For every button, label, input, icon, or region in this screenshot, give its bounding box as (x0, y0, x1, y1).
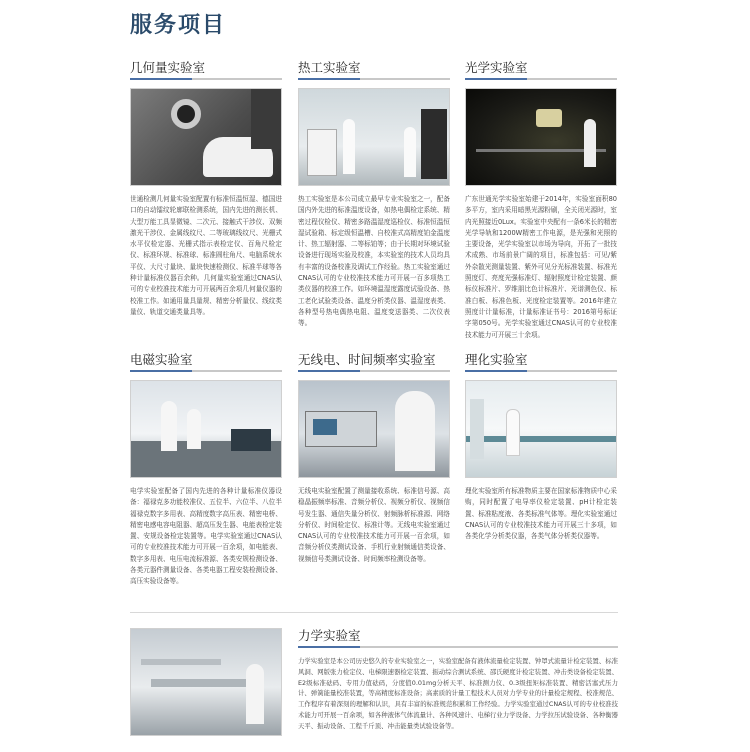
lab-photo-optics-icon (465, 88, 617, 186)
lab-card-electromagnetic (130, 352, 282, 646)
lab-title: 理化实验室 (465, 352, 528, 367)
lab-title: 几何量实验室 (130, 60, 206, 75)
title-underline (298, 78, 450, 80)
lab-photo-geometry-icon (130, 88, 282, 186)
lab-description: 电学实验室配备了国内先进的各种计量标准仪器设备：福禄克多功能校准仪、五位半、六位半、八位半福禄克数字多用表、高精度数字高压表、精密电桥、精密电感电容电阻器、超高压发生器、电能表检定装置、安规设备检定装置等。电学实验室通过CNAS认可的专业校准技术能力可开展一百余项，如电能表、数字多用表、电压电流标准源、各类安规检测设备、各类元器件测量设备、各类电器工程安装检测设备、高压实验设备等。 (130, 487, 282, 586)
lab-photo-thermal-icon (298, 88, 450, 186)
lab-photo-radio-icon (298, 380, 450, 478)
title-underline (130, 370, 282, 372)
lab-title: 电磁实验室 (130, 352, 193, 367)
lab-description: 无线电实验室配置了测量接收系统、标准信号源、高稳晶振频率标准、音频分析仪、视频分析仪、视频信号发生器、通信失量分析仪、射频脉析标准源、网络分析仪、时间检定仪、标准计等。无线电实验室通过CNAS认可的专业校准技术能力可开展一百余项，如音频分析仪类测试设备、手机行业射频通信类设备、视频信号类测试设备、时间频率检测设备等。 (298, 487, 450, 563)
lab-card-optics (465, 60, 617, 374)
lab-card-radio (298, 352, 450, 646)
title-underline (465, 370, 617, 372)
lab-photo-mechanics-icon (130, 628, 282, 736)
lab-card-mechanics (298, 628, 618, 752)
title-underline (298, 370, 450, 372)
lab-card-chemistry (465, 352, 617, 646)
title-underline (130, 78, 282, 80)
lab-title: 光学实验室 (465, 60, 528, 75)
lab-card-geometry (130, 60, 282, 374)
lab-description: 广东世通光学实验室始建于2014年，实验室面积80多平方，室内采用暗黑光源粉刷，全关闭光源时，室内光照接近0Lux。实验室中央配有一条6米长的精密光学导轨和1200W精密工作电源，是光强和光照的主要设备，光学实验室以市场为导向，开拓了一批技术成熟、市场前景广阔的项目，标准包括：可见/紫外杂散光测量装置、紫外可见分光标准装置、标准光照度灯、亮度光强标准灯、辐射照度计检定装置、颜标仪标准片、罗维朋比色计标准片、光谱测色仪、标准白板、标准色板、光度检定装置等。2016年建立照度计计量标准，计量标准证书号：2016第号标证字第050号。光学实验室通过CNAS认可的专业校准技术能力可开展三十余项。 (465, 195, 617, 339)
lab-description: 理化实验室所有标准物质主要在国家标准物质中心采购，同时配置了电导率仪检定装置、pH计检定装置、标准粘度液、各类标准气体等。理化实验室通过CNAS认可的专业校准技术能力可开展三十多项，如各类化学分析类仪器，各类气体分析类仪器等。 (465, 487, 617, 541)
section-divider (130, 612, 618, 613)
page-title: 服务项目 (130, 13, 227, 38)
lab-card-thermal (298, 60, 450, 374)
lab-photo-chemistry-icon (465, 380, 617, 478)
title-underline (298, 646, 618, 648)
lab-title: 热工实验室 (298, 60, 361, 75)
lab-title: 力学实验室 (298, 628, 361, 643)
lab-description: 热工实验室是本公司成立最早专业实验室之一，配备国内外先进的标准温度设备，如热电偶检定系统、精密过程仪检仪、精密多路温湿度巡检仪、标准恒温恒湿试验箱、标定级恒温槽、自校准式高精度铂金温度计、热工辐射器、二等标铂等；由于长期对环境试验设备进行现场实验及校准，本实验室的技术人员均具有丰富的设备校准及调试工作经验。热工实验室通过CNAS认可的专业校准技术能力可开展一百多项热工类仪器的校准工作。如环境温湿度露度试验设备、热工老化试验类设备、温度分析类仪器、温湿度表类、各种型号热电偶热电阻、温度变送器类、二次仪表等。 (298, 195, 450, 328)
lab-description: 力学实验室是本公司历史悠久的专业实验室之一，实验室配备有液体流量检定装置、钟罩式流量计检定装置、标准风洞、网版张力检定仪、电梯限速器检定装置、振动综合测试系统、邵氏硬度计检定装置、冲击类设备检定装置、E2级标准砝码、专用力值砝码，分度值0.01mg分析天平、标准测力仪、0.3级扭矩标准装置、精密活塞式压力计、弹簧能量校准装置，等高精度标准设备；高素质的计量工程技术人员对力学专业的计量检定规程、校准规范、工作程序有着深刻的理解和认识，具有丰富的标准规范积累和工作经验。力学实验室通过CNAS认可的专业校准技术能力可开展一百余项，如各种液体气体流量计、各种风速计、电梯行业力学设备、力学拉压试验设备、各种衡器天平、振动设备、工程千斤顶、冲击能量类试验设备等。 (298, 657, 618, 730)
title-underline (465, 78, 617, 80)
lab-title: 无线电、时间频率实验室 (298, 352, 436, 367)
lab-description: 世通检测几何量实验室配置有标准恒温恒湿、德国进口的自动镭纹轮廓联检测系统，国内先进的测长机、大型万能工具显微镜、二次元、接触式干涉仪、双频激光干涉仪、金属线纹尺、二等玻璃线纹尺、光栅式水平仪检定器、光栅式指示表检定仪、百角尺检定仪、标准环规、标准球、标准圆柱角尺、电脑系统水平仪、大尺寸量块、量块快速检测仪、标准半球等各种计量标准仪器百余种。几何量实验室通过CNAS认可的专业校准技术能力可开展两百余项几何量仪器的校准工作。如通用量具量规、精密分析量仪、线纹类量仪、轨道交通类量具等。 (130, 195, 282, 316)
lab-photo-electromagnetic-icon (130, 380, 282, 478)
